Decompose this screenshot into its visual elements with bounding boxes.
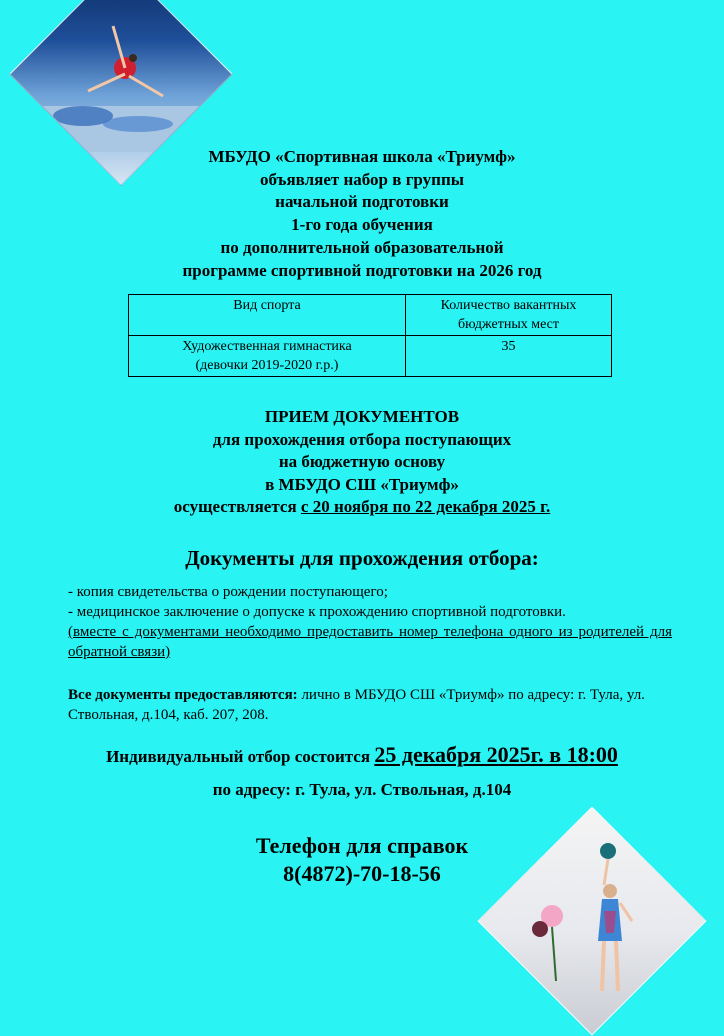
- intake-period: с 20 ноября по 22 декабря 2025 г.: [300, 497, 551, 516]
- intake-line: в МБУДО СШ «Триумф»: [265, 474, 459, 494]
- intake-period-line: [0, 496, 724, 519]
- intake-line: для прохождения отбора поступающих: [212, 429, 512, 449]
- selection-date: 25 декабря 2025г. в 18:00: [374, 742, 618, 767]
- heading-line: МБУДО «Спортивная школа «Триумф»: [208, 147, 516, 166]
- intake-period-prefix: осуществляется: [173, 497, 301, 516]
- sport-name: Художественная гимнастика: [182, 339, 352, 354]
- cell-places: 35: [406, 336, 612, 377]
- heading-line: программе спортивной подготовки на 2026 год: [182, 260, 542, 280]
- heading-line: по дополнительной образовательной: [220, 237, 504, 257]
- list-item: - копия свидетельства о рождении поступающего;: [68, 584, 388, 600]
- gymnast-ball-image: [512, 841, 672, 1001]
- header-places: Количество вакантных бюджетных мест: [406, 295, 612, 336]
- heading-line: объявляет набор в группы: [259, 169, 465, 189]
- selection-prefix: Индивидуальный отбор состоится: [106, 747, 375, 766]
- intake-line: на бюджетную основу: [278, 452, 446, 471]
- intake-block: [0, 406, 724, 519]
- submission-text: лично в МБУДО СШ «Триумф» по адресу: г. Тула, ул. Ствольная, д.104, каб. 207, 208.: [68, 687, 645, 723]
- submission-info: [68, 685, 672, 725]
- cell-sport: [129, 336, 406, 377]
- table-header-row: [129, 295, 612, 336]
- selection-info: [0, 742, 724, 768]
- documents-list: [68, 582, 672, 662]
- selection-address: по адресу: г. Тула, ул. Ствольная, д.104: [212, 780, 512, 799]
- documents-note: (вместе с документами необходимо предоставить номер телефона одного из родителей для обратной связи): [68, 624, 672, 660]
- heading-line: 1-го года обучения: [291, 215, 433, 235]
- contact-phone: 8(4872)-70-18-56: [283, 861, 441, 886]
- gymnast-leap-image: [43, 0, 199, 152]
- list-item: - медицинское заключение о допуске к прохождению спортивной подготовки.: [68, 604, 566, 620]
- documents-title: Документы для прохождения отбора:: [185, 546, 539, 570]
- header-sport: Вид спорта: [129, 295, 406, 336]
- submission-label: Все документы предоставляются:: [68, 687, 298, 703]
- table-row: [129, 336, 612, 377]
- vacancies-table: [128, 294, 612, 377]
- heading-line: начальной подготовки: [275, 192, 449, 212]
- sport-note: (девочки 2019-2020 г.р.): [195, 358, 339, 373]
- announcement-heading: [0, 146, 724, 282]
- contact-label: Телефон для справок: [255, 833, 469, 858]
- intake-line: ПРИЕМ ДОКУМЕНТОВ: [264, 407, 460, 426]
